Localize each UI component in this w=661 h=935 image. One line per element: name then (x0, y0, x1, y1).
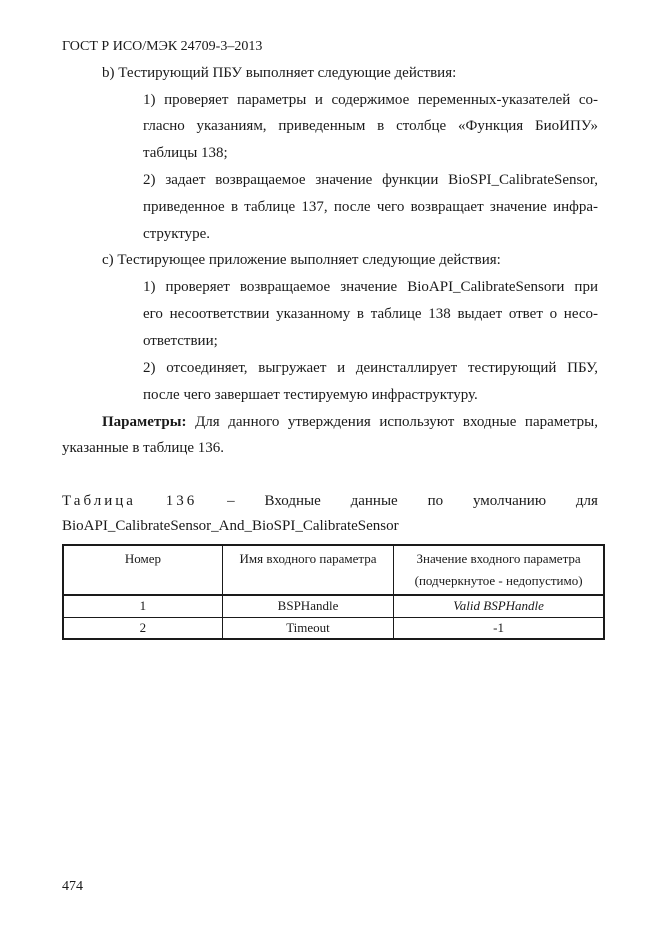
header-param-value (394, 545, 604, 595)
header-param-value-line2: (подчеркнутое - недопустимо) (414, 573, 583, 588)
item-b1-line3: таблицы 138; (143, 145, 228, 161)
item-c1-line3: ответствии; (143, 333, 218, 349)
caption-word-4: умолчанию (472, 493, 547, 509)
item-b2-line1: 2) задает возвращаемое значение функции BioSPI_CalibrateSensor, (143, 172, 598, 188)
caption-number: 136 (165, 493, 198, 509)
header-number: Номер (63, 545, 222, 595)
document-header: ГОСТ Р ИСО/МЭК 24709-3–2013 (62, 39, 263, 54)
caption-word-1: Входные (264, 493, 321, 509)
cell-param-name: Timeout (222, 617, 393, 639)
item-b1-line1: 1) проверяет параметры и содержимое переменных-указателей со- (143, 92, 598, 108)
table-row (63, 595, 604, 617)
item-b-intro: b) Тестирующий ПБУ выполняет следующие действия: (102, 65, 457, 81)
page-number: 474 (62, 879, 83, 894)
table-caption (62, 493, 598, 510)
parameters-text: Для данного утверждения используют входные параметры, (186, 414, 598, 430)
header-param-name: Имя входного параметра (222, 545, 393, 595)
item-b2-line3: структуре. (143, 226, 211, 242)
item-b2-line2: приведенное в таблице 137, после чего возвращает значение инфра- (143, 199, 598, 215)
caption-word-5: для (575, 493, 598, 509)
header-param-value-line1: Значение входного параметра (416, 551, 581, 566)
parameters-table (62, 544, 605, 640)
table-header-row (63, 545, 604, 595)
parameters-line1 (102, 414, 598, 431)
item-c2-line1: 2) отсоединяет, выгружает и деинсталлирует тестирующий ПБУ, (143, 360, 598, 376)
cell-param-value: Valid BSPHandle (394, 595, 604, 617)
cell-number: 2 (63, 617, 222, 639)
cell-param-value: -1 (394, 617, 604, 639)
parameters-line2: указанные в таблице 136. (62, 440, 225, 456)
caption-word-3: по (427, 493, 444, 509)
item-b1-line2: гласно указаниям, приведенным в столбце «Функция БиоИПУ» (143, 118, 598, 134)
caption-dash: – (227, 493, 235, 509)
cell-number: 1 (63, 595, 222, 617)
item-c2-line2: после чего завершает тестируемую инфраструктуру. (143, 387, 478, 403)
item-c-intro: c) Тестирующее приложение выполняет следующие действия: (102, 252, 501, 268)
cell-param-name: BSPHandle (222, 595, 393, 617)
parameters-label: Параметры: (102, 414, 187, 430)
caption-word-2: данные (350, 493, 398, 509)
item-c1-line2: его несоответствии указанному в таблице 138 выдает ответ о несо- (143, 306, 598, 322)
table-caption-title: BioAPI_CalibrateSensor_And_BioSPI_CalibrateSensor (62, 518, 399, 534)
caption-word: Таблица (62, 493, 136, 509)
table-row (63, 617, 604, 639)
item-c1-line1: 1) проверяет возвращаемое значение BioAPI_CalibrateSensorи при (143, 279, 598, 295)
